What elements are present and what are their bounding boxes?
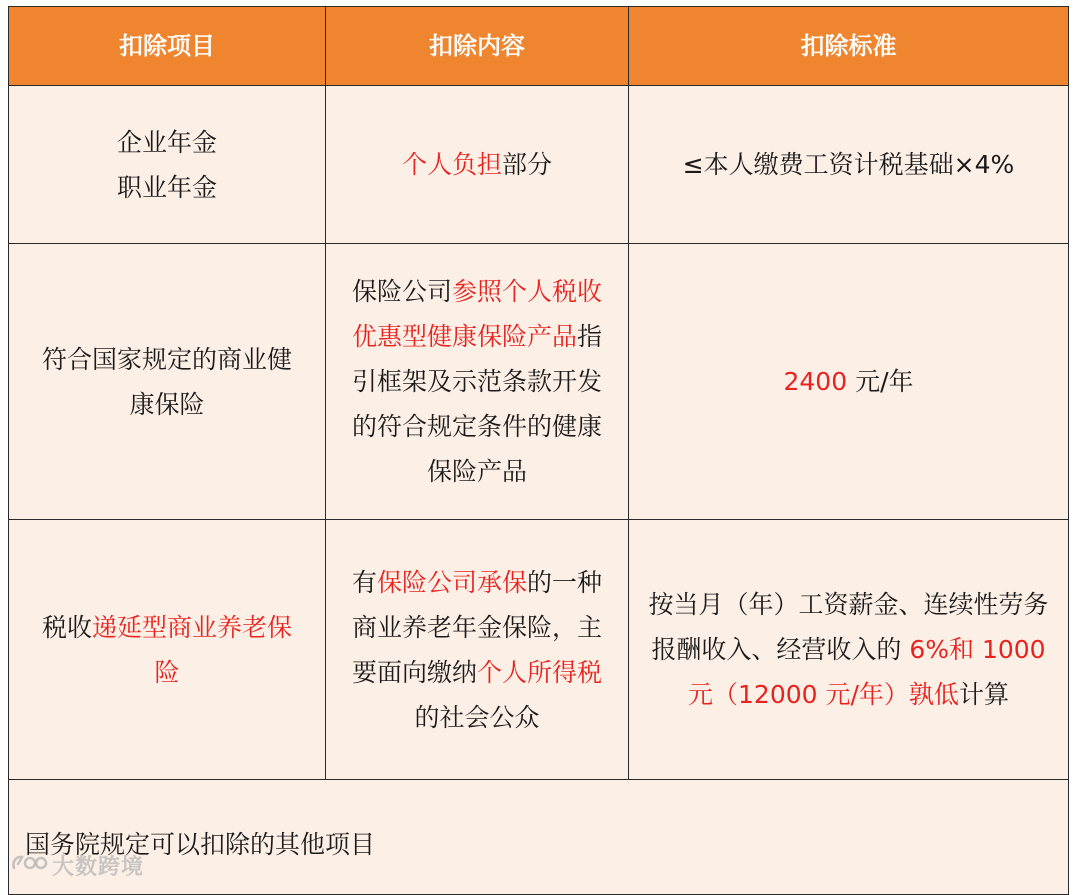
watermark-text: 大数跨境 <box>52 855 145 880</box>
footer-text: 国务院规定可以扣除的其他项目 <box>25 829 376 859</box>
row3-item-part2: 递延型商业养老保 <box>92 612 293 642</box>
row3-item-part3: 险 <box>154 657 180 687</box>
row2-standard <box>629 244 1069 520</box>
deduction-table <box>8 6 1069 895</box>
table-row-footer <box>9 780 1069 895</box>
row2-content-part1: 保险公司 <box>351 277 452 306</box>
row1-standard-text: ≤本人缴费工资计税基础×4% <box>682 150 1015 179</box>
row3-content-part7: 的社会公众 <box>414 702 540 732</box>
row3-standard-part4: 元（12000 元/年）孰低 <box>688 680 959 709</box>
row1-item <box>9 86 326 244</box>
row3-standard <box>629 520 1069 780</box>
table-row <box>9 244 1069 520</box>
row3-content-part5: 要面向缴纳 <box>351 657 477 687</box>
row2-content-part2: 参照个人税收 <box>452 277 603 306</box>
row1-standard <box>629 86 1069 244</box>
row1-content-part1: 个人负担 <box>401 150 502 179</box>
watermark <box>10 850 144 881</box>
row3-standard-part2: 报酬收入、经营收入的 <box>651 635 910 664</box>
row1-item-line1: 企业年金 <box>116 127 217 157</box>
row3-item-part1: 税收 <box>41 612 92 642</box>
row2-content-part6: 的符合规定条件的健康 <box>351 412 602 441</box>
row2-item <box>9 244 326 520</box>
row3-standard-part5: 计算 <box>958 680 1009 709</box>
header-content: 扣除内容 <box>326 7 629 86</box>
table-row <box>9 520 1069 780</box>
header-item: 扣除项目 <box>9 7 326 86</box>
row1-item-line2: 职业年金 <box>116 172 217 202</box>
header-standard: 扣除标准 <box>629 7 1069 86</box>
row2-content-part3: 优惠型健康保险产品 <box>351 322 577 351</box>
row3-content-part1: 有 <box>351 567 377 597</box>
row3-content-part6: 个人所得税 <box>477 657 603 687</box>
row3-standard-part3: 6%和 1000 <box>909 635 1046 664</box>
row3-content <box>326 520 629 780</box>
row2-content-part7: 保险产品 <box>426 457 527 486</box>
footer-cell <box>9 780 1069 895</box>
header-row <box>9 7 1069 86</box>
table-row <box>9 86 1069 244</box>
row2-item-line1: 符合国家规定的商业健 <box>41 344 292 374</box>
row1-content-part2: 部分 <box>502 150 553 179</box>
row2-standard-unit: 元/年 <box>847 367 914 396</box>
watermark-logo-icon <box>10 852 48 880</box>
row2-content <box>326 244 629 520</box>
row3-item <box>9 520 326 780</box>
row3-content-part3: 的一种 <box>527 567 603 597</box>
row2-item-line2: 康保险 <box>129 389 205 419</box>
row3-content-part2: 保险公司承保 <box>376 567 527 597</box>
row3-standard-part1: 按当月（年）工资薪金、连续性劳务 <box>648 590 1049 619</box>
row2-content-part5: 引框架及示范条款开发 <box>351 367 602 396</box>
row2-standard-amount: 2400 <box>783 367 848 396</box>
row3-content-part4: 商业养老年金保险，主 <box>351 612 602 642</box>
row1-content <box>326 86 629 244</box>
row2-content-part4: 指 <box>577 322 603 351</box>
